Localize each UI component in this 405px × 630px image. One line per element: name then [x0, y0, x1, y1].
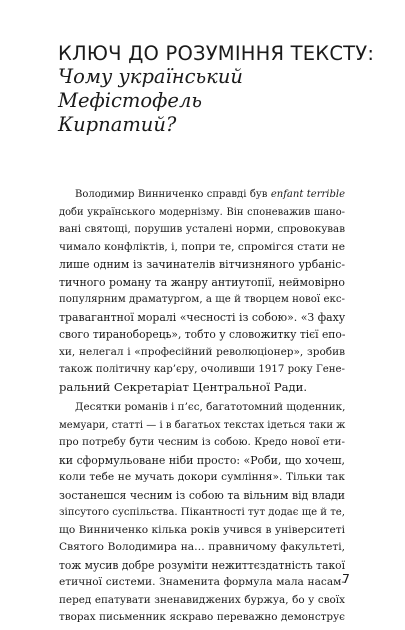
paragraph-2-line-5: коли тебе не мучать докори сумління». Тільки так: [59, 471, 345, 483]
paragraph-2-line-12: перед епатувати зненавиджених буржуа, бо у своїх: [59, 593, 345, 606]
paragraph-1-line-11: також політичну кар’єру, очоливши 1917 року Гене-: [59, 364, 345, 375]
paragraph-1-line-8: травагантної моралі «чесності із собою». «З фаху: [59, 310, 346, 324]
chapter-title: КЛЮЧ ДО РОЗУМІННЯ ТЕКСТУ:: [58, 42, 375, 65]
paragraph-2-line-3: про потребу бути чесним із собою. Кредо нової ети-: [59, 436, 345, 448]
paragraph-1-line-4: чимало конфліктів, і, попри те, спромігся стати не: [59, 240, 345, 253]
paragraph-2-line-11: етичної системи. Знаменита формула мала насам-: [59, 576, 345, 588]
paragraph-1-line-6: тичного роману та жанру антиутопії, неймовірно: [59, 275, 345, 289]
paragraph-2-line-7: зіпсутого суспільства. Пікантності тут додає ще й те,: [59, 507, 345, 518]
paragraph-1-line-12: ральний Секретаріат Центральної Ради.: [59, 379, 308, 394]
chapter-heading: [58, 42, 375, 137]
paragraph-1-line-2: доби українського модернізму. Він споневажив шано-: [59, 206, 345, 218]
body-text: [59, 186, 345, 627]
paragraph-1-line-3: вані святощі, порушив усталені норми, спровокував: [59, 223, 345, 235]
paragraph-1-italic-phrase: enfant terrible: [270, 189, 346, 200]
paragraph-2-line-1: Десятки романів і п’єс, багатотомний щоденник,: [75, 401, 346, 413]
chapter-subtitle-line-1: Чому український Мефістофель: [58, 65, 243, 112]
paragraph-2-line-6: зостанешся чесним із собою та вільним від влади: [59, 488, 345, 502]
page-number: 7: [342, 571, 350, 586]
paragraph-2-line-2: мемуари, статті — і в багатьох текстах ідеться таки ж: [59, 419, 346, 431]
paragraph-2-line-10: тож мусив добре розуміти нежиттєздатність такої: [59, 558, 345, 572]
paragraph-1-line-9: свого тираноборець», тобто у словожитку тієї епо-: [59, 328, 346, 341]
paragraph-1-line-1-text: Володимир Винниченко справді був: [75, 189, 271, 200]
chapter-subtitle-line-2: Кирпатий?: [58, 113, 177, 136]
paragraph-1-line-10: хи, нелегал і «професійний революціонер», зробив: [59, 345, 345, 358]
paragraph-1-line-1: [59, 186, 345, 204]
paragraph-2-line-13: творах письменник яскраво переважно демонструє: [59, 611, 345, 623]
paragraph-1-line-7: популярним драматургом, а ще й творцем нової екс-: [59, 294, 345, 305]
paragraph-2-line-4: ки сформульоване ніби просто: «Роби, що хочеш,: [59, 453, 345, 467]
paragraph-1-line-5: лише одним із зачинателів вітчизняного урбаніс-: [59, 258, 345, 271]
paragraph-2-line-8: що Винниченко кілька років учився в університеті: [59, 523, 345, 536]
paragraph-2-line-9: Святого Володимира на… правничому факультеті,: [59, 541, 345, 553]
